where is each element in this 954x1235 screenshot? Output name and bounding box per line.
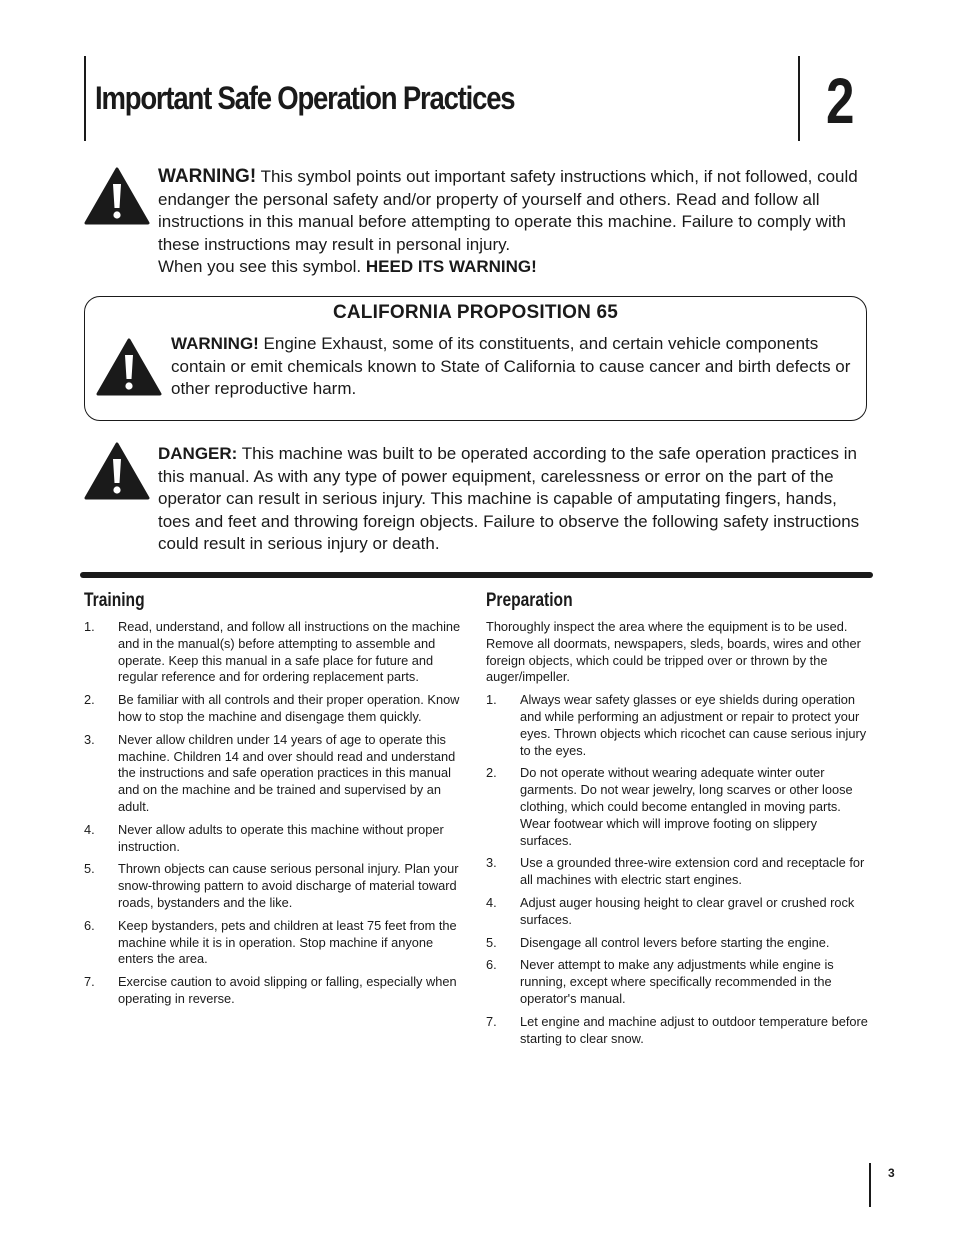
list-item: 3. Use a grounded three-wire extension cord and receptacle for all machines with electric start engines. — [486, 855, 865, 888]
list-item: 1. Read, understand, and follow all instructions on the machine and in the manual(s) before attempting to assemble and operate. Keep this manual in a safe place for future and regular reference and for ordering replacement parts. — [84, 619, 461, 685]
list-item: 7. Let engine and machine adjust to outdoor temperature before starting to clear snow. — [486, 1013, 868, 1046]
list-item: 3. Never allow children under 14 years of age to operate this machine. Children 14 and over should read and understand the instructions and safe operation practices in this manual and on the machine and be trained and supervised by an adult. — [84, 731, 456, 814]
prop65-paragraph — [171, 333, 861, 401]
warning-paragraph — [158, 166, 870, 279]
prop65-lead: WARNING! — [171, 334, 259, 353]
preparation-section — [486, 590, 872, 1053]
warning-triangle-icon — [84, 167, 150, 225]
training-section — [84, 590, 468, 1014]
title-rule-left — [84, 56, 86, 141]
preparation-intro: Thoroughly inspect the area where the equipment is to be used. Remove all doormats, newspapers, sleds, boards, wires and other foreign objects, which could be tripped over or thrown by the auger/impeller. — [486, 619, 861, 685]
warning-triangle-icon — [96, 338, 162, 396]
warning-triangle-icon — [84, 442, 150, 500]
list-item: 4. Never allow adults to operate this machine without proper instruction. — [84, 821, 444, 854]
prop65-title: CALIFORNIA PROPOSITION 65 — [332, 302, 619, 323]
preparation-heading: Preparation — [486, 590, 573, 611]
list-item: 2. Do not operate without wearing adequate winter outer garments. Do not wear jewelry, long scarves or other loose clothing, which could become entangled in moving parts. Wear footwear which will improve footing on slippery surfaces. — [486, 765, 853, 848]
preparation-list — [486, 692, 872, 1047]
page-title: Important Safe Operation Practices — [95, 80, 515, 116]
training-heading: Training — [84, 590, 145, 611]
list-item: 6. Keep bystanders, pets and children at least 75 feet from the machine while it is in operation. Stop machine if anyone enters the area. — [84, 917, 457, 967]
chapter-number: 2 — [826, 65, 855, 137]
title-rule-right — [798, 56, 800, 141]
warning-heed-prefix: When you see this symbol. — [158, 257, 366, 276]
training-list — [84, 619, 468, 1008]
list-item: 1. Always wear safety glasses or eye shields during operation and while performing an adjustment or repair to protect your eyes. Thrown objects which ricochet can cause serious injury to the eyes. — [486, 692, 867, 758]
page-number: 3 — [888, 1166, 895, 1180]
list-item: 5. Disengage all control levers before starting the engine. — [486, 934, 830, 950]
warning-text: This symbol points out important safety instructions which, if not followed, could endanger the personal safety and/or property of yourself and others. Read and follow all instructions in this manual before attempting to operate this machine. Failure to comply with these instructions may result in personal injury. — [158, 167, 858, 254]
danger-paragraph — [158, 443, 872, 556]
list-item: 4. Adjust auger housing height to clear gravel or crushed rock surfaces. — [486, 894, 855, 927]
footer-rule — [869, 1163, 871, 1207]
list-item: 7. Exercise caution to avoid slipping or falling, especially when operating in reverse. — [84, 974, 457, 1006]
warning-lead: WARNING! — [158, 166, 257, 187]
danger-lead: DANGER: — [158, 444, 238, 463]
list-item: 5. Thrown objects can cause serious personal injury. Plan your snow-throwing pattern to avoid discharge of material toward roads, bystanders and the like. — [84, 861, 459, 910]
warning-heed-bold: HEED ITS WARNING! — [365, 257, 537, 276]
prop65-text: Engine Exhaust, some of its constituents, and certain vehicle components contain or emit chemicals known to State of California to cause cancer and birth defects or other reproductive harm. — [171, 334, 851, 398]
list-item: 6. Never attempt to make any adjustments while engine is running, except where specifically recommended in the operator's manual. — [486, 957, 834, 1006]
list-item: 2. Be familiar with all controls and their proper operation. Know how to stop the machine and disengage them quickly. — [84, 692, 460, 724]
danger-text: This machine was built to be operated according to the safe operation practices in this manual. As with any type of power equipment, carelessness or error on the part of the operator can result in serious injury. This machine is capable of amputating fingers, hands, toes and feet and throwing foreign objects. Failure to observe the following safety instructions could result in serious injury or death. — [158, 444, 860, 553]
section-divider — [80, 572, 873, 578]
